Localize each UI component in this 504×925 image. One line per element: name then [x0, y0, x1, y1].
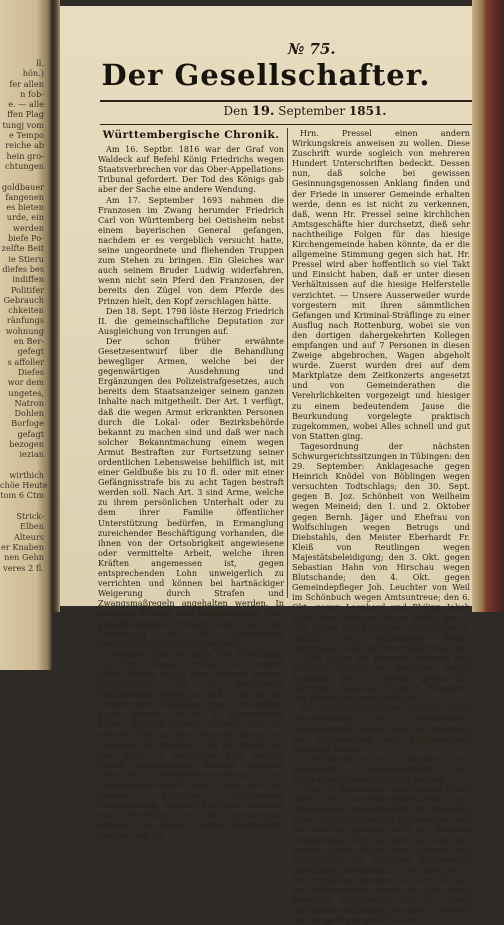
previous-page-text-fragment: Diefes — [17, 366, 44, 377]
dateline — [140, 104, 470, 119]
book-cover-edge — [472, 0, 504, 612]
previous-page-text-fragment: wohnung — [5, 325, 44, 336]
article-paragraph: Die Zuwiderhandlungen sollten einige Beschränkung der vorzuwehnen, wahrscheinlich durch einen an Münstern des Postmonopols der Pferdewechsel unterlegt werden. — [292, 703, 470, 754]
article-paragraph: In Heilbronn ist vom 1. Oktober an ein allgemeiner Haussekretariat- und Fahrkartenbureaux errichtet worden. — [292, 753, 470, 784]
date-prefix: Den — [223, 104, 248, 118]
article-paragraph: Tübingen, den 16. Sept. Die Erwerbung von Hrn. Theodor Pressel zum zweiten Helfer dahier hat in allen Kreisen unserer Bürgerschaft eine so bedeutende Mißstimmung erregt, so daß nicht nur die bürgerlichen Kollegien eine Vorstellung gegen dieselbe an das K. Konsistorium haben abgehen lassen, sondern auch Hr. Pressel selbst in einer Zuschrift darum, im Interesse des Friedens und der Sache auf eine Stelle zu verzichten. Eine gestern Abend veranstaltete, äußerst zahlreich besuchte Bürgerversammlung im Ammermüller'schen Saale war nur bei diesem Schritten vollkommen einverstanden, sondern beschloß, ebenfalls eine Vorstellung an das Konsistorium abgehen zu lassen, worin beabsichtigt werden, daß Hr. — [98, 648, 284, 841]
previous-page-text-fragment: s affoller — [7, 356, 44, 367]
date-month: September — [278, 104, 346, 118]
previous-page-text-fragment: Gebrauch — [3, 294, 44, 305]
book-gutter — [52, 0, 60, 612]
previous-page-text-fragment: veres 2 fl. — [3, 562, 44, 573]
issue-number: № 75. — [288, 40, 336, 58]
previous-page-text-fragment: e. — alle — [8, 99, 44, 110]
article-paragraph: Am 17. September 1693 nahmen die Franzosen im Zwang herumder Friedrich Carl von Württemberg bei Oetisheim nebst einem bayerischen General gefangen, nachdem er es vergeblich versucht hatte, seine ungeordnete und fliehenden Truppen zum Stehen zu bringen. Ein Gleiches war auch seinem Bruder Ludwig widerfahren, wenn nicht sein Pferd den Franzosen, der bereits den Zügel von dem Pferde des Prinzen hielt, den Kopf zerschlagen hätte. — [98, 194, 284, 306]
right-column — [292, 128, 470, 925]
dateline-rule — [100, 124, 472, 125]
previous-page-text-fragment: n fob- — [20, 88, 44, 99]
previous-page-text-fragment — [0, 460, 52, 470]
previous-page-text-fragment: gefegt — [17, 346, 44, 357]
previous-page-text-fragment: Natron — [14, 397, 44, 408]
previous-page-text-fragment: Borfoge — [11, 418, 44, 429]
previous-page-text-fragment: tungj vom — [2, 119, 44, 130]
masthead-rule — [100, 100, 472, 102]
previous-page-text-fragment: es bieten — [6, 202, 44, 213]
previous-page-text-fragment — [0, 501, 52, 511]
previous-page-text-fragment: urde, ein — [6, 212, 44, 223]
previous-page-text-fragment: er Knaben — [1, 541, 44, 552]
previous-page-text-fragment: gefagt — [17, 428, 44, 439]
previous-page-text-fragment: Politifer — [10, 284, 44, 295]
previous-page-text-fragment: wor dem — [7, 377, 44, 388]
previous-page-text-fragment: Strick- — [16, 511, 44, 522]
article-paragraph: Am 16. Septbr. 1816 war der Graf von Waldeck auf Befehl König Friedrichs wegen Staatsverbrechen vor das Ober-Appellations-Tribunal gefordert. Der Tod des Königs gab aber der Sache eine andere Wendung. — [98, 144, 284, 195]
previous-page-text-fragment: ll. — [36, 58, 44, 68]
previous-page-text-fragment: diefes bes — [2, 263, 44, 274]
previous-page-text-fragment: reiche ab — [5, 140, 44, 151]
article-paragraph: Den 18. Sept. 1798 löste Herzog Friedrich II. die gemeinschaftliche Deputation zur Ausgleichung von Irrungen auf. — [98, 305, 284, 336]
previous-page-text-fragment: bezogen — [9, 438, 44, 449]
previous-page-text-fragment: ffen Plag — [7, 109, 44, 120]
previous-page-text-fragment: Dohlen — [14, 408, 44, 419]
previous-page-text-fragment: Alteurs — [13, 531, 44, 542]
previous-page-text-fragment: hön.) — [22, 68, 44, 79]
previous-page-text-fragment: fangenen — [5, 191, 44, 202]
previous-page-text-fragment: fer allen — [9, 78, 44, 89]
section-title: Württembergische Chronik. — [102, 129, 280, 141]
previous-page-edge — [0, 0, 52, 670]
article-paragraph: Der schon früher erwähnte Gesetzesentwurf über die Behandlung bewegliger Armen, welche bei der gegenwärtigen Ausdehnung und Ergänzungen des Polizeistrafgesetzes, auch bereits dem Staatsanzeiger seinem ganzen Inhalte nach mitgetheilt. Der Art. 1 verfügt, daß die wegen Armut erkrankten Personen durch die Lokal- oder Bezirksbehörde bekannt zu machen sind und daß wer nach solcher Bekanntmachung einem wegen Armut Bestraften zur Fortsetzung seiner ordentlichen Lebensweise behilflich ist, mit einer Geldbuße bis zu 10 fl. oder mit einer Gefängnisstrafe bis zu acht Tagen bestraft werden soll. Nach Art. 3 sind Arme, welche zu ihrem persönlichen Unterhalt oder zu dem ihrer Familie öffentlicher Unterstützung bedürfen, in Ermanglung zureichender Beschäftigung vorhanden, die ihnen von der Ortsobrigkeit angewiesene oder vermittelte Arbeit, welche ihren Kräften angemessen ist, gegen entsprechenden Lohn unweigerlich zu verrichten und können bei hartnäckiger Weigerung durch Strafen und Zwangsmaßregeln angehalten werden. In weiteren Artikeln sind Bestimmungen über gewerbsmäßiges Betteln und über die Einweisung in die polizeilichen Beschäftigungsanstalten gegeben. — [98, 335, 284, 649]
previous-page-text-fragment: tom 6 Ctm — [0, 490, 44, 501]
previous-page-text-fragment: chtungen — [4, 160, 44, 171]
previous-page-text-fragment: hein gro- — [6, 150, 44, 161]
article-paragraph: Tagesordnung der nächsten Schwurgerichtssitzungen in Tübingen: den 29. September: Anklagesache gegen Heinrich Knödel von Böblingen wegen versuchten Todtschlags; den 30. Sept. gegen B. Joz. Schönheit von Weilheim wegen Meineid; den 1. und 2. Oktober gegen Bernh. Jäger und Ehefrau von Wolfschlugen wegen Betrugs und Diebstahls, den Meister Eberhardt Fr. Kleiß von Reutlingen wegen Majestätsbeleidigung; den 3. Okt. gegen Sebastian Hahn von Hirschau wegen Blutschande; den 4. Okt. gegen Gemeindepfleger Joh. Leuchter von Weil im Schönbuch wegen Amtsuntreue; den 6. Okt. gegen Leonhard und Philipp Jakob Kraus von Tübingen wegen Raubs; den 7. Okt. gegen den flüchtigen Amtspfleger A. Fischer von Rottenburg wegen Rechnungs- und Rechtsverfälschung; den 7. Okt. gegen die Johannes Andreas und Johannes Walker von Dettingen wegen Aufruhrs; den 7. Oktober gegen den flüchtigen Stadtrath Heinrich Schweizer von Nürtingen wegen Aufruhrs. — [292, 440, 470, 704]
previous-page-text-fragment: iezian — [19, 449, 44, 460]
previous-page-text-fragment: ungetes, — [8, 387, 44, 398]
previous-page-text-fragment: biefe Po- — [7, 233, 44, 244]
previous-page-text-fragment: ie Stieru — [8, 253, 44, 264]
previous-page-text-fragment: wirthich — [9, 469, 44, 480]
article-paragraph: Hrn. Pressel einen andern Wirkungskreis anweisen zu wollen. Diese Zuschrift wurde sogleich von mehreren Hundert Unterschriften bedeckt. Dessen nun, daß solche bei gewissen Gesinnungsgenossen Anklang finden und der Friede in unserer Gemeinde erhalten werde, denn es ist nicht zu verkennen, daß, wenn Hr. Pressel seine kirchlichen Amtsgeschäfte hier durchsetzt, dieß sehr nachtheilige Folgen für das hiesige Kirchengemeinde haben könnte, da er die allgemeine Stimmung gegen sich hat. Hr. Pressel wird aber hoffentlich so viel Takt und Einsicht haben, daß er unter diesen Verhältnissen auf die hiesige Helferstelle verzichtet. — Unsere Ausserweiler wurde vorgestern mit ihren sämmtlichen Gefangen und Kriminal-Sträflinge zu einer Ausflug nach Rottenburg, wobei sie von den dortigen dahergekehrten Kollegen empfangen und auf 7 Personen in diesen Zweige abgebrochen, Wagen abgeholt wurde. Zuerst wurden drei auf dem Marktplatze dem Zeitkonzerts angesetzt und von Gemeinderathen die Verehrlichkeiten vorgezeigt und hiesiger zu einem bedeutendem Jause die Beurkundung vorgelegte praktisch zugekommen, wobei Alles schnell und gut von Statten ging. — [292, 128, 470, 441]
previous-page-text-fragment — [0, 171, 52, 181]
previous-page-text-fragment: Elben — [20, 521, 44, 532]
date-year: 1851. — [348, 104, 387, 118]
previous-page-text-fragment: e Tempo — [8, 130, 44, 141]
previous-page-text-fragment: zelfte Beit — [1, 243, 44, 254]
column-divider — [287, 128, 288, 598]
previous-page-text-fragment: ränfungs — [6, 315, 44, 326]
previous-page-text-fragment: goldbauer — [1, 181, 44, 192]
masthead-title: Der Gesellschafter. — [101, 58, 431, 92]
previous-page-text-fragment: nen Gehn — [4, 552, 44, 563]
previous-page-text-fragment: chkeiten — [8, 305, 44, 316]
left-column — [98, 128, 284, 841]
previous-page-text-fragment: werden — [12, 222, 44, 233]
date-day: 19. — [251, 104, 275, 119]
article-paragraph: Ulm, 15. September. Heute wurde in der Mitte der Gottesdienstbesucher und Graubringer untergebracht. Die Mehrzahl dieser Getreide, kann, in Kornmärkten, auf mit welcher Sprache nicht die fünferen Chlinderzüge. Wie man hört, so wurde der zweite schon längst den Zustand der Zeitigungen des Mehrerer kommenden Jahrgänge geschmückt. Es ist fast nur in drei trockenen Wochen, wo sich Ulm mit den bekanntesten Orten, wo der schon besetzten Hauptmann lebt zu seinen Nachbaren verbunden, wie man in Zukunft den Ausgeflügen gehört wurde. — [292, 784, 470, 925]
previous-page-text-fragment: indiffen — [12, 274, 44, 285]
previous-page-text-fragment: en Ber- — [13, 336, 44, 347]
newspaper-page — [60, 6, 472, 925]
previous-page-text-fragment: chöe Heute — [0, 480, 48, 491]
